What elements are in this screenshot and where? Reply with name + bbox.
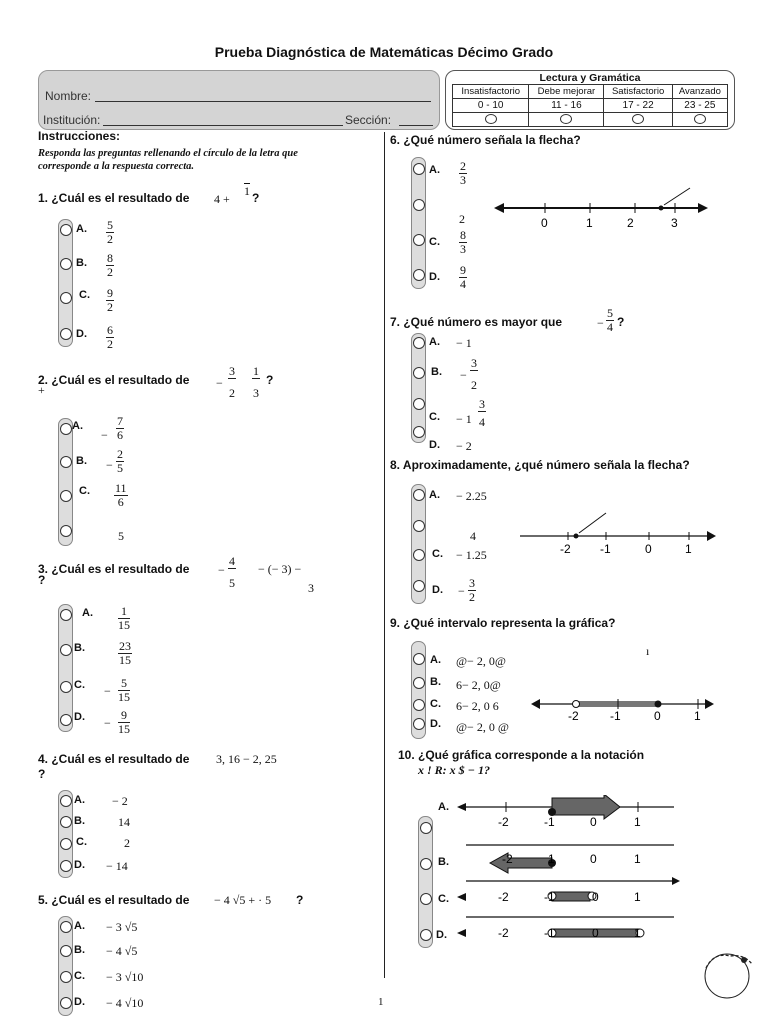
q9-tick-label: -2 xyxy=(568,709,579,723)
score-col: Satisfactorio xyxy=(604,85,672,99)
q10-option-a-bubble[interactable] xyxy=(420,822,432,834)
q1-end: ? xyxy=(252,191,260,205)
denominator: 3 xyxy=(460,173,466,187)
q6-option-c-bubble[interactable] xyxy=(413,234,425,246)
q5-option-d-letter: D. xyxy=(74,996,85,1008)
numerator: 3 xyxy=(229,364,235,378)
q1-option-d-bubble[interactable] xyxy=(60,328,72,340)
q5-option-d-value: − 4 √10 xyxy=(106,996,144,1010)
q6-tick-label: 2 xyxy=(627,216,634,230)
q3-option-b-letter: B. xyxy=(74,642,85,654)
q2-option-a-value xyxy=(116,415,124,442)
q6-number-line xyxy=(490,186,715,232)
instructions-text-2: corresponde a la respuesta correcta. xyxy=(38,161,195,172)
denominator: 2 xyxy=(229,386,235,400)
denominator: 2 xyxy=(471,378,477,392)
numerator: 5 xyxy=(107,218,113,232)
q10-option-d-letter: D. xyxy=(436,929,447,941)
score-range: 17 - 22 xyxy=(604,99,672,113)
q4-option-d-value: − 14 xyxy=(106,859,128,873)
q5-option-b-letter: B. xyxy=(74,944,85,956)
q6-option-a-letter: A. xyxy=(429,164,440,176)
q4-option-a-letter: A. xyxy=(74,794,85,806)
q2-option-c-letter: C. xyxy=(79,485,90,497)
q3-minus: − xyxy=(218,563,225,577)
score-bubble[interactable] xyxy=(560,114,572,124)
numerator: 5 xyxy=(607,306,613,320)
q7-option-c-bubble[interactable] xyxy=(413,398,425,410)
denominator: 6 xyxy=(117,495,124,509)
q2-frac-2 xyxy=(252,365,260,400)
q3-option-c-sign: − xyxy=(104,684,111,698)
q6-option-b-value: 2 xyxy=(459,212,465,226)
q3-option-c-letter: C. xyxy=(74,679,85,691)
numerator: 3 xyxy=(479,397,485,411)
q6-tick-label: 1 xyxy=(586,216,593,230)
q2-option-d-value: 5 xyxy=(118,529,124,543)
q6-text: 6. ¿Qué número señala la flecha? xyxy=(390,133,581,147)
q9-open-endpoint xyxy=(573,701,580,708)
q10-option-c-bubble[interactable] xyxy=(420,893,432,905)
q8-option-c-bubble[interactable] xyxy=(413,549,425,561)
nombre-label: Nombre: xyxy=(45,89,92,103)
q3-option-a-bubble[interactable] xyxy=(60,609,72,621)
q6-option-d-letter: D. xyxy=(429,271,440,283)
q10-option-d-bubble[interactable] xyxy=(420,929,432,941)
numerator: 5 xyxy=(118,677,130,691)
q8-point xyxy=(574,534,579,539)
q8-option-d-letter: D. xyxy=(432,584,443,596)
q7-option-b-sign: − xyxy=(460,368,467,382)
q5-option-c-bubble[interactable] xyxy=(60,971,72,983)
numerator: 9 xyxy=(460,263,466,277)
q2-text: 2. ¿Cuál es el resultado de xyxy=(38,373,190,387)
score-table xyxy=(452,84,728,127)
q5-option-b-value: − 4 √5 xyxy=(106,944,138,958)
q10-a-tick: -2 xyxy=(498,815,509,829)
denominator: 6 xyxy=(117,428,123,442)
q8-option-d-sign: − xyxy=(458,584,465,598)
q10-b-tick: 1 xyxy=(634,852,641,866)
q4-option-b-letter: B. xyxy=(74,815,85,827)
q6-point xyxy=(659,206,664,211)
q10-c-tick: -2 xyxy=(498,890,509,904)
score-col: Avanzado xyxy=(672,85,727,99)
q9-option-d-letter: D. xyxy=(430,718,441,730)
q6-option-c-letter: C. xyxy=(429,236,440,248)
q7-option-d-letter: D. xyxy=(429,439,440,451)
q2-option-b-sign: − xyxy=(106,458,113,472)
q10-a-ray xyxy=(552,795,620,819)
q7-option-a-value: − 1 xyxy=(456,336,472,350)
q10-option-a-letter: A. xyxy=(438,801,449,813)
q5-option-d-bubble[interactable] xyxy=(60,997,72,1009)
q6-tick-label: 3 xyxy=(671,216,678,230)
q4-end: ? xyxy=(38,767,46,781)
column-divider xyxy=(384,132,385,978)
numerator: 1 xyxy=(253,364,259,378)
score-table-title: Lectura y Gramática xyxy=(539,72,641,84)
q2-option-d-bubble[interactable] xyxy=(60,525,72,537)
q8-option-a-value: − 2.25 xyxy=(456,489,487,503)
denominator: 15 xyxy=(119,653,131,667)
denominator: 15 xyxy=(118,618,130,632)
q10-a-tick: 0 xyxy=(590,815,597,829)
q5-option-a-value: − 3 √5 xyxy=(106,920,138,934)
q9-option-d-value: @− 2, 0 @ xyxy=(456,720,509,734)
numerator: 11 xyxy=(115,481,127,495)
q10-b-tick: 1 xyxy=(548,852,555,866)
q3-answer-column xyxy=(58,604,73,732)
q10-number-lines xyxy=(452,795,684,947)
q8-tick-label: -1 xyxy=(600,542,611,556)
q3-mid: − (− 3) − xyxy=(258,562,302,576)
q1-option-b-value xyxy=(106,252,114,279)
seccion-label: Sección: xyxy=(345,113,392,127)
q7-text: 7. ¿Qué número es mayor que xyxy=(390,315,563,329)
q4-option-b-value: 14 xyxy=(118,815,130,829)
denominator: 4 xyxy=(460,277,466,291)
q1-option-b-letter: B. xyxy=(76,257,87,269)
q8-option-c-value: − 1.25 xyxy=(456,548,487,562)
denominator: 2 xyxy=(107,265,113,279)
score-range: 11 - 16 xyxy=(529,99,604,113)
q10-c-tick: -1 xyxy=(544,890,555,904)
denominator: 15 xyxy=(118,690,130,704)
institucion-label: Institución: xyxy=(43,113,101,127)
q10-b-tick: 0 xyxy=(590,852,597,866)
numerator: 8 xyxy=(107,251,113,265)
score-bubble[interactable] xyxy=(485,114,497,124)
denominator: 4 xyxy=(607,320,613,334)
q7-minus: − xyxy=(597,316,604,330)
q1-option-a-bubble[interactable] xyxy=(60,224,72,236)
q2-option-a-sign: − xyxy=(101,428,108,442)
q10-d-tick: 0 xyxy=(592,926,599,940)
q1-option-c-bubble[interactable] xyxy=(60,292,72,304)
q3-option-d-value xyxy=(118,709,130,736)
q4-option-d-letter: D. xyxy=(74,859,85,871)
q5-text: 5. ¿Cuál es el resultado de xyxy=(38,893,190,907)
q10-b-ray xyxy=(490,853,552,873)
q7-option-d-value: − 2 xyxy=(456,439,472,453)
seccion-field[interactable] xyxy=(399,125,433,126)
q7-end: ? xyxy=(617,315,625,329)
q8-option-d-value xyxy=(468,577,476,604)
q9-shaded-interval xyxy=(576,701,658,707)
q3-option-a-value xyxy=(118,605,130,632)
q1-option-a-value xyxy=(106,219,114,246)
q3-frac-1 xyxy=(228,555,236,590)
nombre-field[interactable] xyxy=(95,101,431,102)
q1-option-d-value xyxy=(106,324,114,351)
q4-option-c-bubble[interactable] xyxy=(60,838,72,850)
numerator: 9 xyxy=(118,709,130,723)
numerator: 2 xyxy=(460,159,466,173)
denominator: 3 xyxy=(460,242,466,256)
q4-option-c-value: 2 xyxy=(124,836,130,850)
q1-expr: 4 + xyxy=(214,192,230,206)
q2-option-b-bubble[interactable] xyxy=(60,456,72,468)
q8-tick-label: -2 xyxy=(560,542,571,556)
q2-plus: + xyxy=(38,383,45,397)
q2-option-b-value xyxy=(116,448,124,475)
q9-option-a-letter: A. xyxy=(430,654,441,666)
q2-frac-1 xyxy=(228,365,236,400)
q1-text: 1. ¿Cuál es el resultado de xyxy=(38,191,190,205)
q9-option-d-bubble[interactable] xyxy=(413,718,425,730)
q3-option-d-letter: D. xyxy=(74,711,85,723)
q8-option-a-letter: A. xyxy=(429,489,440,501)
score-table-box xyxy=(445,70,735,130)
q2-option-c-bubble[interactable] xyxy=(60,490,72,502)
q8-tick-label: 0 xyxy=(645,542,652,556)
q3-option-d-sign: − xyxy=(104,716,111,730)
q2-end: ? xyxy=(266,373,274,387)
q9-option-c-bubble[interactable] xyxy=(413,699,425,711)
q3-option-a-letter: A. xyxy=(82,607,93,619)
denominator: 2 xyxy=(107,232,113,246)
denominator: 4 xyxy=(479,415,485,429)
q9-mark: ı xyxy=(646,644,650,658)
q4-option-a-bubble[interactable] xyxy=(60,795,72,807)
q10-d-tick: -1 xyxy=(544,926,555,940)
denominator: 2 xyxy=(469,590,475,604)
q4-text: 4. ¿Cuál es el resultado de xyxy=(38,752,190,766)
q7-option-c-whole: − 1 xyxy=(456,412,472,426)
q3-option-c-value xyxy=(118,677,130,704)
numerator: 23 xyxy=(119,639,131,653)
page-number: 1 xyxy=(378,996,384,1008)
q9-tick-label: 0 xyxy=(654,709,661,723)
numerator: 6 xyxy=(107,323,113,337)
q6-option-b-bubble[interactable] xyxy=(413,199,425,211)
institucion-field[interactable] xyxy=(103,125,343,126)
instructions-text-1: Responda las preguntas rellenando el círculo de la letra que xyxy=(38,148,298,159)
q10-a-tick: -1 xyxy=(544,815,555,829)
numerator: 3 xyxy=(471,356,477,370)
q6-arrow xyxy=(664,188,690,205)
q2-option-a-bubble[interactable] xyxy=(60,423,72,435)
q3-option-b-value xyxy=(118,640,132,667)
q7-option-a-bubble[interactable] xyxy=(413,337,425,349)
numerator: 4 xyxy=(229,554,235,568)
q10-option-b-letter: B. xyxy=(438,856,449,868)
q2-option-b-letter: B. xyxy=(76,455,87,467)
q3-option-b-bubble[interactable] xyxy=(60,644,72,656)
q9-tick-label: -1 xyxy=(610,709,621,723)
q1-option-b-bubble[interactable] xyxy=(60,258,72,270)
q10-c-tick: 1 xyxy=(634,890,641,904)
instructions-heading: Instrucciones: xyxy=(38,129,121,143)
numerator: 9 xyxy=(107,286,113,300)
q2-option-c-value xyxy=(114,482,128,509)
q9-tick-label: 1 xyxy=(694,709,701,723)
q3-option-c-bubble[interactable] xyxy=(60,681,72,693)
denominator: 5 xyxy=(229,576,235,590)
q10-c-segment xyxy=(552,892,590,901)
q4-option-c-letter: C. xyxy=(76,836,87,848)
q7-option-a-letter: A. xyxy=(429,336,440,348)
denominator: 3 xyxy=(253,386,259,400)
q10-a-tick: 1 xyxy=(634,815,641,829)
q5-option-a-letter: A. xyxy=(74,920,85,932)
q2-option-a-letter: A. xyxy=(72,420,83,432)
q7-option-b-bubble[interactable] xyxy=(413,367,425,379)
numerator: 2 xyxy=(117,447,123,461)
numerator: 7 xyxy=(117,414,123,428)
q7-option-b-letter: B. xyxy=(431,366,442,378)
q7-option-b-value xyxy=(470,357,478,392)
denominator: 15 xyxy=(118,722,130,736)
q6-option-c-value xyxy=(459,229,467,256)
q2-minus: − xyxy=(216,376,223,390)
page-title: Prueba Diagnóstica de Matemáticas Décimo Grado xyxy=(214,44,554,60)
q8-option-d-bubble[interactable] xyxy=(413,580,425,592)
denominator: 2 xyxy=(107,337,113,351)
q7-option-c-value xyxy=(478,398,486,429)
q5-expr: − 4 √5 + · 5 xyxy=(214,893,272,907)
q4-option-d-bubble[interactable] xyxy=(60,860,72,872)
q10-expr: x ! R: x $ − 1? xyxy=(418,763,490,777)
q7-fraction xyxy=(606,307,614,334)
q10-d-tick: 1 xyxy=(634,926,641,940)
q8-text: 8. Aproximadamente, ¿qué número señala la flecha? xyxy=(390,458,690,472)
q3-end: ? xyxy=(38,573,46,587)
q1-option-c-letter: C. xyxy=(79,289,90,301)
q9-text: 9. ¿Qué intervalo representa la gráfica? xyxy=(390,616,616,630)
q1-option-a-letter: A. xyxy=(76,223,87,235)
q3-option-d-bubble[interactable] xyxy=(60,714,72,726)
q7-option-c-letter: C. xyxy=(429,411,440,423)
q5-option-c-value: − 3 √10 xyxy=(106,970,144,984)
q4-expr: 3, 16 − 2, 25 xyxy=(216,752,277,766)
numerator: 3 xyxy=(469,576,475,590)
q9-closed-endpoint xyxy=(655,701,662,708)
score-range: 23 - 25 xyxy=(672,99,727,113)
q5-option-a-bubble[interactable] xyxy=(60,921,72,933)
q6-option-d-value xyxy=(459,264,467,291)
q6-tick-label: 0 xyxy=(541,216,548,230)
q1-option-c-value xyxy=(106,287,114,314)
q8-option-c-letter: C. xyxy=(432,548,443,560)
q10-d-tick: -2 xyxy=(498,926,509,940)
q10-c-tick: 0 xyxy=(592,890,599,904)
score-bubble[interactable] xyxy=(694,114,706,124)
q5-option-c-letter: C. xyxy=(74,970,85,982)
q10-option-b-bubble[interactable] xyxy=(420,858,432,870)
q9-number-line xyxy=(528,692,718,726)
q8-option-b-value: 4 xyxy=(470,529,476,543)
q8-tick-label: 1 xyxy=(685,542,692,556)
q9-option-c-value: 6− 2, 0 6 xyxy=(456,699,499,713)
q10-text: 10. ¿Qué gráfica corresponde a la notación xyxy=(398,748,645,762)
q7-option-d-bubble[interactable] xyxy=(413,426,425,438)
score-bubble[interactable] xyxy=(632,114,644,124)
q9-option-b-letter: B. xyxy=(430,676,441,688)
q1-option-d-letter: D. xyxy=(76,328,87,340)
numerator: 1 xyxy=(118,605,130,619)
q9-option-a-bubble[interactable] xyxy=(413,653,425,665)
q10-option-c-letter: C. xyxy=(438,893,449,905)
q8-arrow xyxy=(579,513,606,533)
q5-end: ? xyxy=(296,893,304,907)
q4-option-b-bubble[interactable] xyxy=(60,816,72,828)
q1-num: 1 xyxy=(244,184,250,198)
q5-option-b-bubble[interactable] xyxy=(60,945,72,957)
q3-text: 3. ¿Cuál es el resultado de xyxy=(38,562,190,576)
q8-option-a-bubble[interactable] xyxy=(413,489,425,501)
school-logo-icon xyxy=(700,948,756,1000)
q3-denominator: 3 xyxy=(308,581,314,595)
score-range: 0 - 10 xyxy=(453,99,529,113)
q9-option-b-value: 6− 2, 0@ xyxy=(456,678,501,692)
q6-option-a-value xyxy=(459,160,467,187)
score-col: Insatisfactorio xyxy=(453,85,529,99)
q8-number-line xyxy=(516,508,721,558)
q10-b-tick: -2 xyxy=(502,852,513,866)
q9-option-b-bubble[interactable] xyxy=(413,677,425,689)
q4-option-a-value: − 2 xyxy=(112,794,128,808)
score-col: Debe mejorar xyxy=(529,85,604,99)
denominator: 5 xyxy=(117,461,123,475)
q9-option-a-value: @− 2, 0@ xyxy=(456,654,506,668)
q6-option-d-bubble[interactable] xyxy=(413,269,425,281)
denominator: 2 xyxy=(107,300,113,314)
q9-option-c-letter: C. xyxy=(430,698,441,710)
student-info-box xyxy=(38,70,440,130)
q8-option-b-bubble[interactable] xyxy=(413,520,425,532)
q6-option-a-bubble[interactable] xyxy=(413,163,425,175)
numerator: 8 xyxy=(460,228,466,242)
